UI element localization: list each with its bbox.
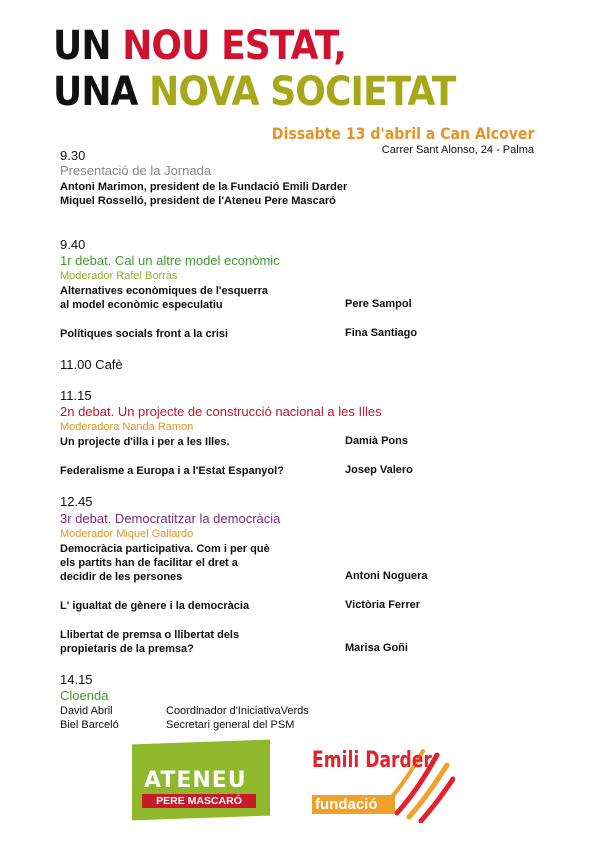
s5-talk3-speaker: Marisa Goñi [345, 642, 408, 654]
s6-time: 14.15 [60, 672, 93, 687]
s2-talk1-line-1: Alternatives econòmiques de l'esquerra [60, 285, 269, 297]
s1-line-1: Antoni Marimon, president de la Fundació Emili Darder [60, 181, 348, 193]
s2-talk1-line-2: al model econòmic especulatiu [60, 299, 223, 311]
s4-time: 11.15 [60, 388, 92, 403]
s5-talk3-line-1: Llibertat de premsa o llibertat dels [60, 629, 240, 641]
s4-talk2-speaker: Josep Valero [345, 464, 413, 476]
emili-darder-logo-sub: fundació [312, 795, 395, 814]
event-address: Carrer Sant Alonso, 24 - Palma [381, 144, 534, 156]
s6-person2-role: Secretari general del PSM [166, 719, 295, 731]
s2-talk1-speaker: Pere Sampol [345, 298, 412, 310]
s1-title: Presentació de la Jornada [60, 163, 212, 178]
s6-title: Cloenda [60, 688, 109, 703]
title-un: UN [53, 23, 123, 69]
s5-talk2-speaker: Victòria Ferrer [345, 599, 421, 611]
title-nova-societat: NOVA SOCIETAT [149, 69, 456, 115]
s2-moderator: Moderador Rafel Borràs [60, 270, 178, 282]
s4-moderator: Moderadora Nanda Ramon [60, 421, 194, 433]
s5-talk1-line-1: Democràcia participativa. Com i per què [60, 543, 270, 555]
s5-time: 12.45 [60, 494, 93, 509]
s5-title: 3r debat. Democratitzar la democràcia [60, 511, 281, 526]
title-line-2 [53, 69, 456, 115]
s5-talk1-speaker: Antoni Noguera [345, 570, 428, 582]
s3-coffee: 11.00 Cafè [60, 357, 123, 372]
ateneu-logo-name: ATENEU [144, 768, 247, 793]
s5-talk1-line-2: els partits han de facilitar el dret a [60, 557, 238, 569]
title-una: UNA [53, 69, 150, 115]
s5-talk1-line-3: decidir de les persones [60, 571, 183, 583]
s5-talk3-line-2: propietaris de la premsa? [60, 643, 194, 655]
s5-moderator: Moderador Miquel Gallardo [60, 528, 194, 540]
s6-person1-name: David Abril [60, 705, 113, 717]
emili-darder-logo-name: Emili Darder [312, 748, 432, 773]
s2-talk2: Polítiques socials front a la crisi [60, 328, 229, 340]
s4-title: 2n debat. Un projecte de construcció nacional a les Illes [60, 404, 382, 419]
event-date-place: Dissabte 13 d'abril a Can Alcover [271, 124, 534, 143]
s4-talk1-speaker: Damià Pons [345, 435, 408, 447]
s6-person2-name: Biel Barceló [60, 719, 119, 731]
s2-talk2-speaker: Fina Santiago [345, 327, 418, 339]
s1-time: 9.30 [60, 148, 86, 163]
title-nou-estat: NOU ESTAT, [122, 23, 347, 69]
s4-talk2: Federalisme a Europa i a l'Estat Espanyol? [60, 465, 284, 477]
title-line-1 [53, 23, 347, 69]
s4-talk1: Un projecte d'illa i per a les Illes. [60, 436, 230, 448]
ateneu-logo-sub: PERE MASCARÓ [142, 794, 256, 808]
s5-talk2: L' igualtat de gènere i la democràcia [60, 600, 250, 612]
s1-line-2: Miquel Rosselló, president de l'Ateneu Pere Mascaró [60, 195, 336, 207]
s2-title: 1r debat. Cal un altre model econòmic [60, 253, 280, 268]
s2-time: 9.40 [60, 237, 86, 252]
s6-person1-role: Coordinador d'IniciativaVerds [166, 705, 309, 717]
